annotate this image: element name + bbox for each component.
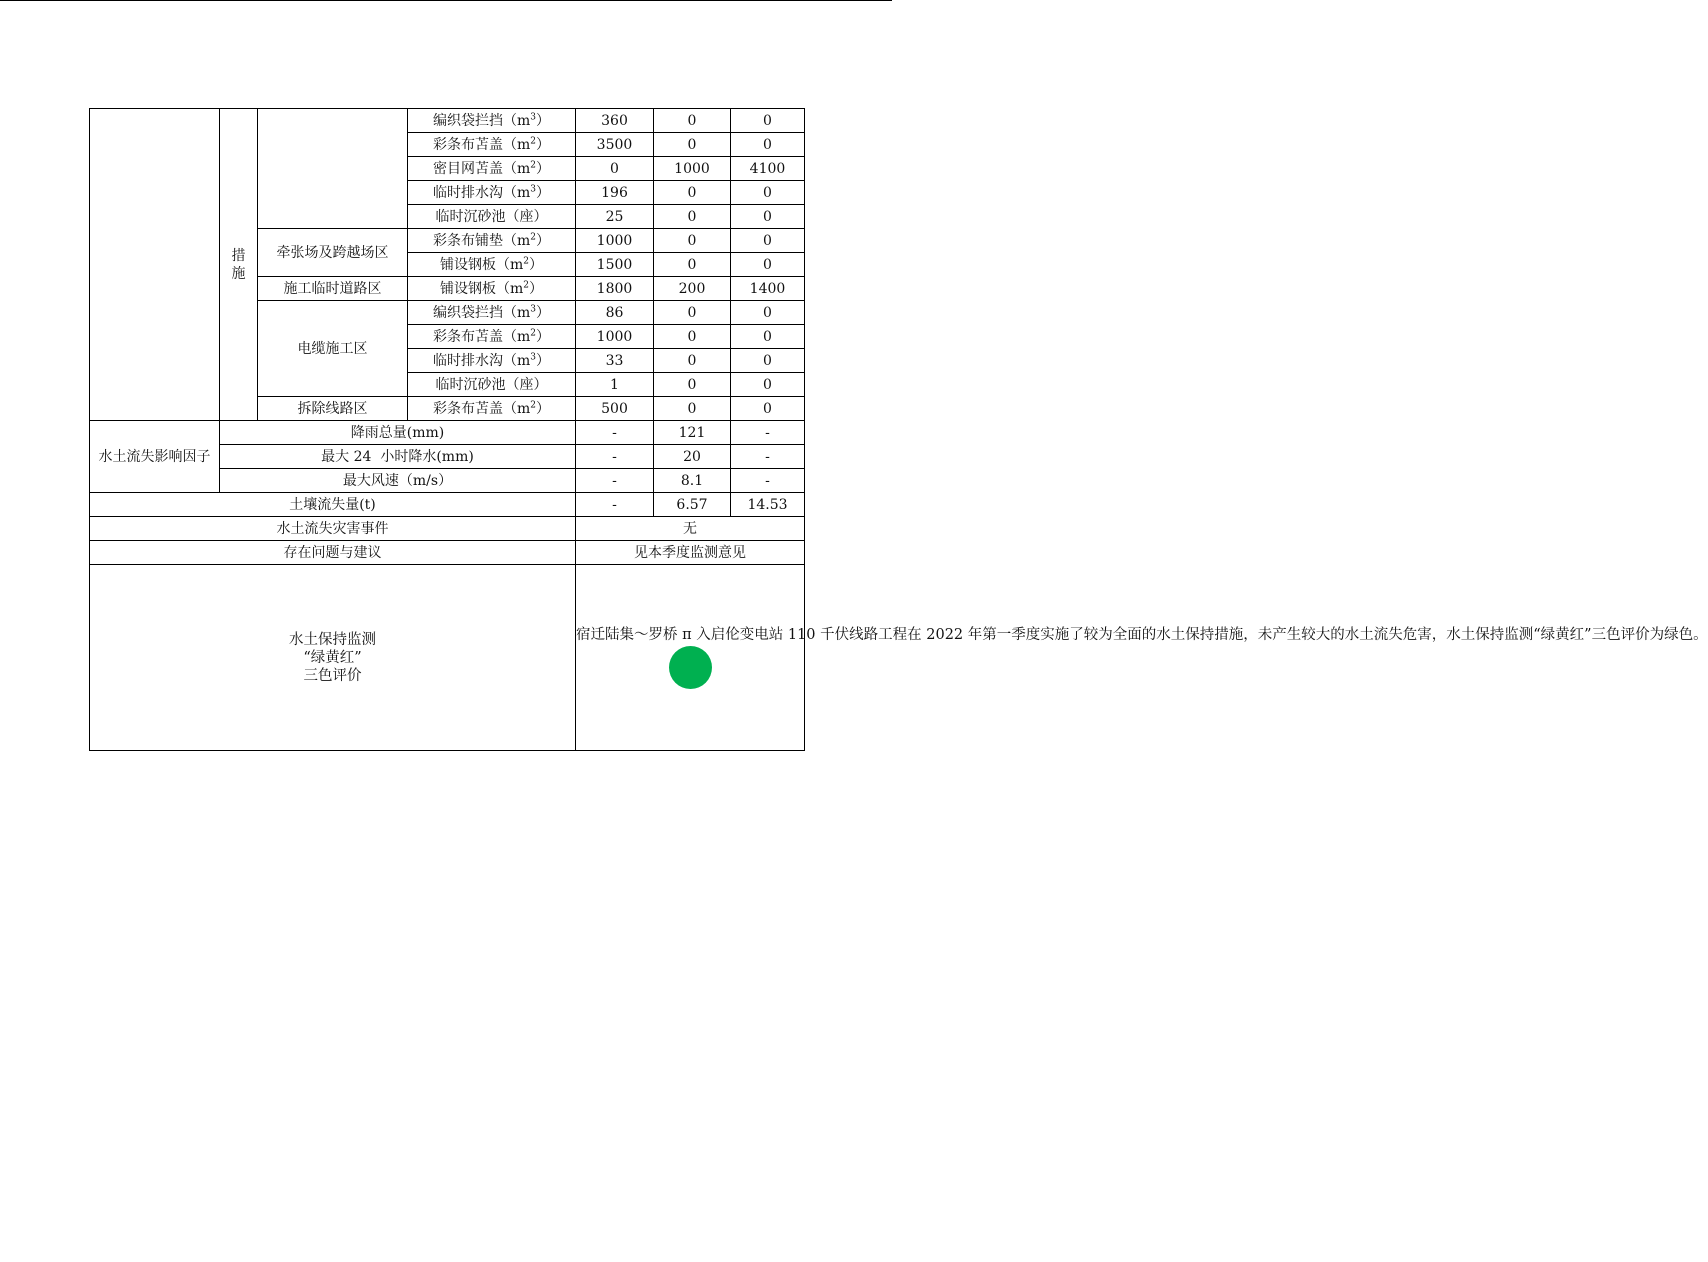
soil-loss-row	[90, 493, 805, 517]
value-cell: -	[731, 421, 805, 445]
value-cell: 200	[654, 277, 731, 301]
value-cell: -	[731, 445, 805, 469]
evaluation-title-line-3: 三色评价	[303, 667, 362, 684]
issues-label: 存在问题与建议	[90, 541, 576, 565]
value-cell: 0	[731, 301, 805, 325]
measure-item: 密目网苫盖$(m^2)$	[408, 157, 576, 181]
measures-label-char-1: 措	[231, 247, 246, 264]
value-cell: 25	[576, 205, 654, 229]
page-top-rule	[0, 0, 892, 1]
factors-label: 水土流失影响因子	[90, 421, 220, 493]
measure-item: 临时沉砂池（座）	[408, 373, 576, 397]
value-cell: 0	[731, 109, 805, 133]
value-cell: 0	[576, 157, 654, 181]
value-cell: 0	[654, 349, 731, 373]
measures-label	[220, 109, 258, 421]
value-cell: 1	[576, 373, 654, 397]
monitoring-table	[89, 108, 1708, 751]
evaluation-text-cell	[576, 565, 1708, 751]
value-cell: 1000	[654, 157, 731, 181]
value-cell: -	[576, 493, 654, 517]
value-cell: 4100	[731, 157, 805, 181]
value-cell: 1400	[731, 277, 805, 301]
value-cell: -	[576, 469, 654, 493]
factor-name: 最大 24 小时降水(mm)	[220, 445, 576, 469]
issues-row	[90, 541, 805, 565]
value-cell: 0	[654, 301, 731, 325]
measure-item: 彩条布苫盖$(m^2)$	[408, 133, 576, 157]
green-rating-indicator	[669, 646, 712, 689]
value-cell: 500	[576, 397, 654, 421]
value-cell: 121	[654, 421, 731, 445]
value-cell: 0	[731, 253, 805, 277]
value-cell: -	[731, 469, 805, 493]
value-cell: 0	[654, 133, 731, 157]
evaluation-title	[90, 565, 576, 751]
value-cell: 1000	[576, 325, 654, 349]
value-cell: 0	[654, 181, 731, 205]
value-cell: 0	[731, 397, 805, 421]
measure-item: 彩条布铺垫$(m^2)$	[408, 229, 576, 253]
value-cell: 0	[731, 205, 805, 229]
measure-item: 编织袋拦挡$(m^3)$	[408, 301, 576, 325]
value-cell: 6.57	[654, 493, 731, 517]
value-cell: 3500	[576, 133, 654, 157]
zone-cell	[258, 109, 408, 229]
value-cell: 1000	[576, 229, 654, 253]
value-cell: 1500	[576, 253, 654, 277]
evaluation-title-line-1: 水土保持监测	[289, 631, 376, 648]
value-cell: 0	[654, 397, 731, 421]
value-cell: 0	[654, 229, 731, 253]
measure-item: 彩条布苫盖$(m^2)$	[408, 325, 576, 349]
zone-cell-pulling-site: 牵张场及跨越场区	[258, 229, 408, 277]
value-cell: 20	[654, 445, 731, 469]
value-cell: 360	[576, 109, 654, 133]
value-cell: -	[576, 421, 654, 445]
disaster-label: 水土流失灾害事件	[90, 517, 576, 541]
evaluation-title-line-2: “绿黄红”	[303, 649, 362, 666]
evaluation-row	[90, 565, 805, 751]
soil-loss-label: 土壤流失量(t)	[90, 493, 576, 517]
factor-name: 降雨总量(mm)	[220, 421, 576, 445]
value-cell: 8.1	[654, 469, 731, 493]
value-cell: 1800	[576, 277, 654, 301]
factor-row	[90, 421, 805, 445]
zone-cell-cable: 电缆施工区	[258, 301, 408, 397]
value-cell: -	[576, 445, 654, 469]
value-cell: 0	[654, 373, 731, 397]
measure-row	[90, 109, 805, 133]
value-cell: 0	[654, 109, 731, 133]
value-cell: 0	[731, 373, 805, 397]
value-cell: 33	[576, 349, 654, 373]
value-cell: 0	[731, 181, 805, 205]
value-cell: 14.53	[731, 493, 805, 517]
value-cell: 0	[731, 133, 805, 157]
factor-name: 最大风速（m/s）	[220, 469, 576, 493]
value-cell: 0	[731, 349, 805, 373]
measure-item: 编织袋拦挡$(m^3)$	[408, 109, 576, 133]
value-cell: 0	[654, 253, 731, 277]
zone-cell-temp-road: 施工临时道路区	[258, 277, 408, 301]
measure-item: 铺设钢板$(m^2)$	[408, 277, 576, 301]
measures-label-char-2: 施	[231, 265, 246, 282]
value-cell: 86	[576, 301, 654, 325]
zone-cell-demolition: 拆除线路区	[258, 397, 408, 421]
measure-item: 临时沉砂池（座）	[408, 205, 576, 229]
value-cell: 0	[654, 325, 731, 349]
value-cell: 0	[731, 229, 805, 253]
measure-item: 铺设钢板$(m^2)$	[408, 253, 576, 277]
evaluation-text: 宿迁陆集～罗桥 π 入启伦变电站 110 千伏线路工程在 2022 年第一季度实施了较为全面的水土保持措施，未产生较大的水土流失危害，水土保持监测“绿黄红”三色评价为绿色。	[576, 627, 1708, 643]
measure-item: 临时排水沟$(m^3)$	[408, 181, 576, 205]
value-cell: 196	[576, 181, 654, 205]
issues-value: 见本季度监测意见	[576, 541, 805, 565]
value-cell: 0	[731, 325, 805, 349]
disaster-value: 无	[576, 517, 805, 541]
measure-item: 彩条布苫盖$(m^2)$	[408, 397, 576, 421]
disaster-row	[90, 517, 805, 541]
measure-item: 临时排水沟$(m^3)$	[408, 349, 576, 373]
value-cell: 0	[654, 205, 731, 229]
blank-category-cell	[90, 109, 220, 421]
